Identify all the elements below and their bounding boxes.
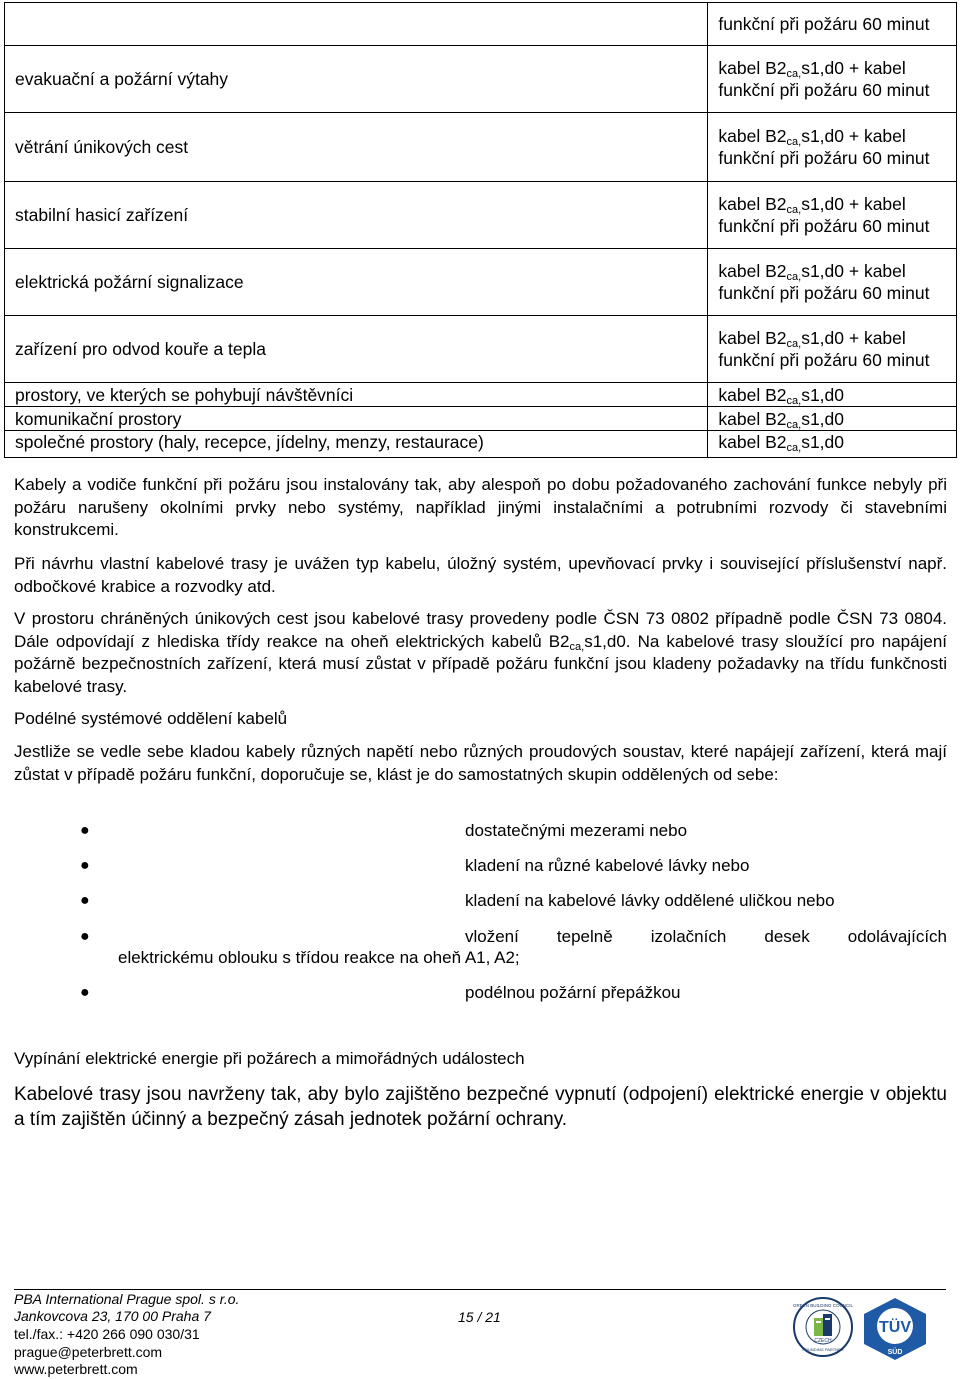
table-row [5, 113, 957, 182]
table-row [5, 316, 957, 383]
cable-requirement: funkční při požáru 60 minut [718, 350, 930, 370]
cable-requirement: funkční při požáru 60 minut [718, 13, 930, 34]
footer-phone: tel./fax.: +420 266 090 030/31 [14, 1326, 200, 1342]
green-building-council-logo [792, 1296, 854, 1358]
table-row [5, 249, 957, 316]
cable-requirement: funkční při požáru 60 minut [718, 148, 930, 168]
table-cell-cable [708, 182, 957, 249]
table-row [5, 431, 957, 458]
table-row [5, 182, 957, 249]
paragraph-escape-routes: V prostoru chráněných únikových cest jsou kabelové trasy provedeny podle ČSN 73 0802 případně podle ČSN 73 0804. Dále odpovídají z hlediska třídy reakce na oheň elektrických kabelů $B2_{ca,}s1,d0$. Na kabelové trasy sloužící pro napájení požárně bezpečnostních zařízení, která musí zůstat v případě požáru funkční jsou kladeny požadavky na třídu funkčnosti kabelové trasy. [14, 609, 947, 696]
bullet-icon: ● [80, 928, 90, 945]
cable-requirement: funkční při požáru 60 minut [718, 283, 930, 303]
heading-power-shutdown: Vypínání elektrické energie při požárech a mimořádných událostech [14, 1049, 525, 1068]
cable-requirement: funkční při požáru 60 minut [718, 216, 930, 236]
cable-class: kabel $B2_{ca,}s1,d0$ + kabel [718, 327, 906, 350]
paragraph-cable-groups: Jestliže se vedle sebe kladou kabely různých napětí nebo různých proudových soustav, které napájejí zařízení, která mají zůstat v případě požáru funkční, doporučuje se, klást je do samostatných skupin oddělených od sebe: [14, 742, 947, 784]
page-number: 15 / 21 [458, 1309, 501, 1325]
list-item: podélnou požární přepážkou [465, 983, 681, 1002]
tuv-text: TÜV [879, 1319, 911, 1336]
table-cell-cable: kabel $B2_{ca,}s1,d0$ [708, 383, 957, 407]
table-row [5, 407, 957, 431]
table-cell-cable [708, 113, 957, 182]
table-row [5, 383, 957, 407]
table-row [5, 3, 957, 46]
table-cell-space [5, 3, 708, 46]
bullet-icon: ● [80, 984, 90, 1001]
table-cell-space: stabilní hasicí zařízení [5, 182, 708, 249]
bullet-icon: ● [80, 822, 90, 839]
list-item: vložení tepelně izolačních desek odolávajících [465, 927, 947, 946]
footer-divider [14, 1289, 946, 1290]
heading-cable-separation: Podélné systémové oddělení kabelů [14, 709, 288, 728]
tuv-sub: SÜD [887, 1349, 903, 1356]
table-cell-space: větrání únikových cest [5, 113, 708, 182]
table-cell-space: komunikační prostory [5, 407, 708, 431]
table-cell-cable: kabel $B2_{ca,}s1,d0$ [708, 407, 957, 431]
gbc-ring-text: GREEN BUILDING COUNCIL [792, 1303, 854, 1308]
bullet-icon: ● [80, 857, 90, 874]
gbc-member: FOUNDING PARTNER [802, 1347, 844, 1352]
tuv-sud-logo [858, 1296, 932, 1362]
cable-class: kabel $B2_{ca,}s1,d0$ + kabel [718, 125, 906, 148]
table-cell-cable: kabel $B2_{ca,}s1,d0$ [708, 431, 957, 458]
table-cell-space: společné prostory (haly, recepce, jídelny, menzy, restaurace) [5, 431, 708, 458]
bullet-icon: ● [80, 892, 90, 909]
list-item: dostatečnými mezerami nebo [465, 821, 688, 840]
list-item: kladení na různé kabelové lávky nebo [465, 856, 750, 875]
cable-requirement: funkční při požáru 60 minut [718, 80, 930, 100]
paragraph-power-shutdown: Kabelové trasy jsou navrženy tak, aby bylo zajištěno bezpečné vypnutí (odpojení) elektrické energie v objektu a tím zajištěn účinný a bezpečný zásah jednotek požární ochrany. [14, 1084, 947, 1130]
table-cell-space: elektrická požární signalizace [5, 249, 708, 316]
table-cell-space: prostory, ve kterých se pohybují návštěvníci [5, 383, 708, 407]
table-cell-cable [708, 46, 957, 113]
table-cell-cable [708, 3, 957, 46]
table-cell-cable [708, 316, 957, 383]
cable-class: kabel $B2_{ca,}s1,d0$ + kabel [718, 57, 906, 80]
footer-company: PBA International Prague spol. s r.o. [14, 1291, 240, 1307]
footer-email: prague@peterbrett.com [14, 1344, 163, 1360]
gbc-country: CZECH [814, 1338, 832, 1344]
requirements-table [4, 2, 957, 458]
footer-web: www.peterbrett.com [14, 1361, 138, 1377]
table-cell-space: zařízení pro odvod kouře a tepla [5, 316, 708, 383]
table-row [5, 46, 957, 113]
cable-class: kabel $B2_{ca,}s1,d0$ + kabel [718, 260, 906, 283]
footer-address: Jankovcova 23, 170 00 Praha 7 [14, 1308, 211, 1324]
cable-class: kabel $B2_{ca,}s1,d0$ + kabel [718, 193, 906, 216]
list-item: kladení na kabelové lávky oddělené uličkou nebo [465, 891, 835, 910]
paragraph-cable-route-design: Při návrhu vlastní kabelové trasy je uvážen typ kabelu, úložný systém, upevňovací prvky i související příslušenství např. odbočkové krabice a rozvodky atd. [14, 554, 947, 596]
table-cell-cable [708, 249, 957, 316]
table-cell-space: evakuační a požární výtahy [5, 46, 708, 113]
paragraph-cable-installation: Kabely a vodiče funkční při požáru jsou instalovány tak, aby alespoň po dobu požadovaného zachování funkce nebyly při požáru narušeny okolními prvky nebo systémy, například jinými instalačními a potrubními rozvody či stavebními konstrukcemi. [14, 475, 947, 539]
list-item-continuation: elektrickému oblouku s třídou reakce na oheň A1, A2; [118, 948, 520, 967]
